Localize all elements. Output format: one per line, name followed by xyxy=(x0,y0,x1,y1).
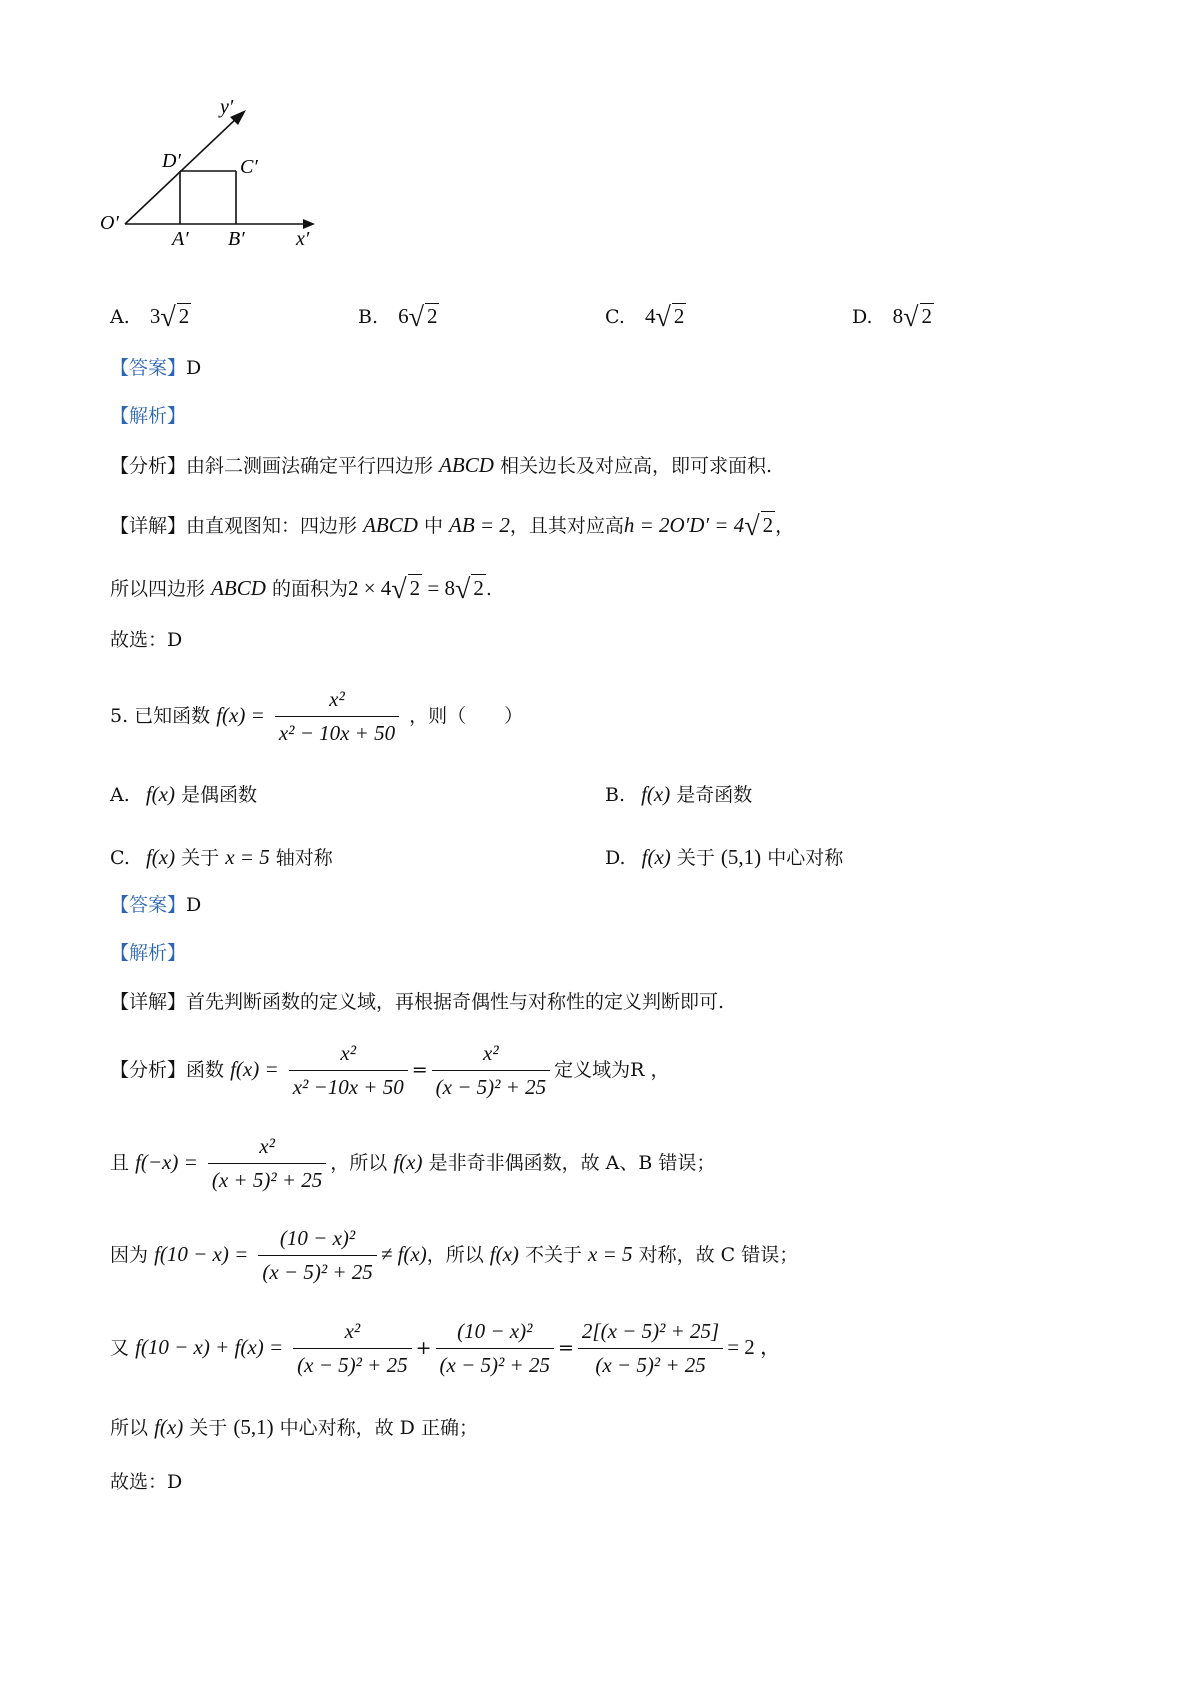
q4-option-d: D. 8√ 2 xyxy=(852,302,933,333)
q4-option-b: B. 6√ 2 xyxy=(358,302,438,333)
q5-option-d: D. f(x) 关于 (5,1) 中心对称 xyxy=(605,845,844,869)
q5-option-b: B. f(x) 是奇函数 xyxy=(605,782,753,806)
q5-option-c: C. f(x) 关于 x = 5 轴对称 xyxy=(110,845,333,869)
q5-xiangjie: 【详解】首先判断函数的定义域，再根据奇偶性与对称性的定义判断即可. xyxy=(110,991,725,1013)
label-d: D′ xyxy=(162,150,181,172)
q5-stem: 5. 已知函数 f(x) = $\frac{\text{x²}}{\text{x² − 10x + 50}}$ ，则（ ） xyxy=(110,686,523,748)
oblique-figure xyxy=(100,95,360,275)
q5-line-f-neg-x: 且 f(−x) = $\frac{\text{x²}}{\text{(x + 5)² + 25}}$ ，所以 f(x) 是非奇非偶函数，故 A、B 错误； xyxy=(110,1134,716,1193)
q4-analysis-tag: 【解析】 xyxy=(110,405,187,427)
q4-area: 所以四边形 ABCD 的面积为2 × 4√ 2 = 8√ 2 . xyxy=(110,574,492,605)
q5-fenxi: 【分析】函数 f(x) = $\frac{\text{x²}}{\text{x² −10x + 50}}$ = $\frac{\text{x²}}{\text{(x − 5)² + 25}}$ 定义域为R ， xyxy=(110,1041,670,1100)
q5-stem-fraction: $\frac{\text{x²}}{\text{x² − 10x + 50}}$ xyxy=(275,686,399,748)
q5-choose: 故选：D xyxy=(110,1471,183,1493)
q5-line-conclusion: 所以 f(x) 关于 (5,1) 中心对称，故 D 正确； xyxy=(110,1415,478,1439)
label-y: y′ xyxy=(220,96,234,118)
q4-option-a: A. 3√ 2 xyxy=(110,302,190,333)
q4-xiangjie: 【详解】由直观图知：四边形 ABCD 中 AB = 2，且其对应高h = 2O′D′ = 4√ 2 ， xyxy=(110,511,795,542)
q4-choose: 故选：D xyxy=(110,629,183,651)
label-x: x′ xyxy=(296,228,310,250)
q4-answer: 【答案】D xyxy=(110,357,202,379)
label-b: B′ xyxy=(228,228,245,250)
q5-line-f-10-x: 因为 f(10 − x) = $\frac{\text{(10 − x)²}}{\text{(x − 5)² + 25}}$ ≠ f(x)，所以 f(x) 不关于 x = 5 对称，故 C 错误； xyxy=(110,1226,799,1285)
q4-fenxi: 【分析】由斜二测画法确定平行四边形 ABCD 相关边长及对应高，即可求面积. xyxy=(110,453,772,477)
q4-option-c: C. 4√ 2 xyxy=(605,302,685,333)
label-o: O′ xyxy=(100,212,119,234)
q5-option-a: A. f(x) 是偶函数 xyxy=(110,782,258,806)
label-a: A′ xyxy=(172,228,189,250)
label-c: C′ xyxy=(240,156,258,178)
q5-line-sum: 又 f(10 − x) + f(x) = $\frac{\text{x²}}{\text{(x − 5)² + 25}}$ + $\frac{\text{(10 − x)²}}{\text{(x − 5)² + 25}}$ = $\frac{\text{2[(x − 5)² + 25]}}{\text{(x − 5)² + 25}}$ = 2 ， xyxy=(110,1319,782,1378)
q5-answer: 【答案】D xyxy=(110,894,202,916)
q5-analysis-tag: 【解析】 xyxy=(110,942,187,964)
